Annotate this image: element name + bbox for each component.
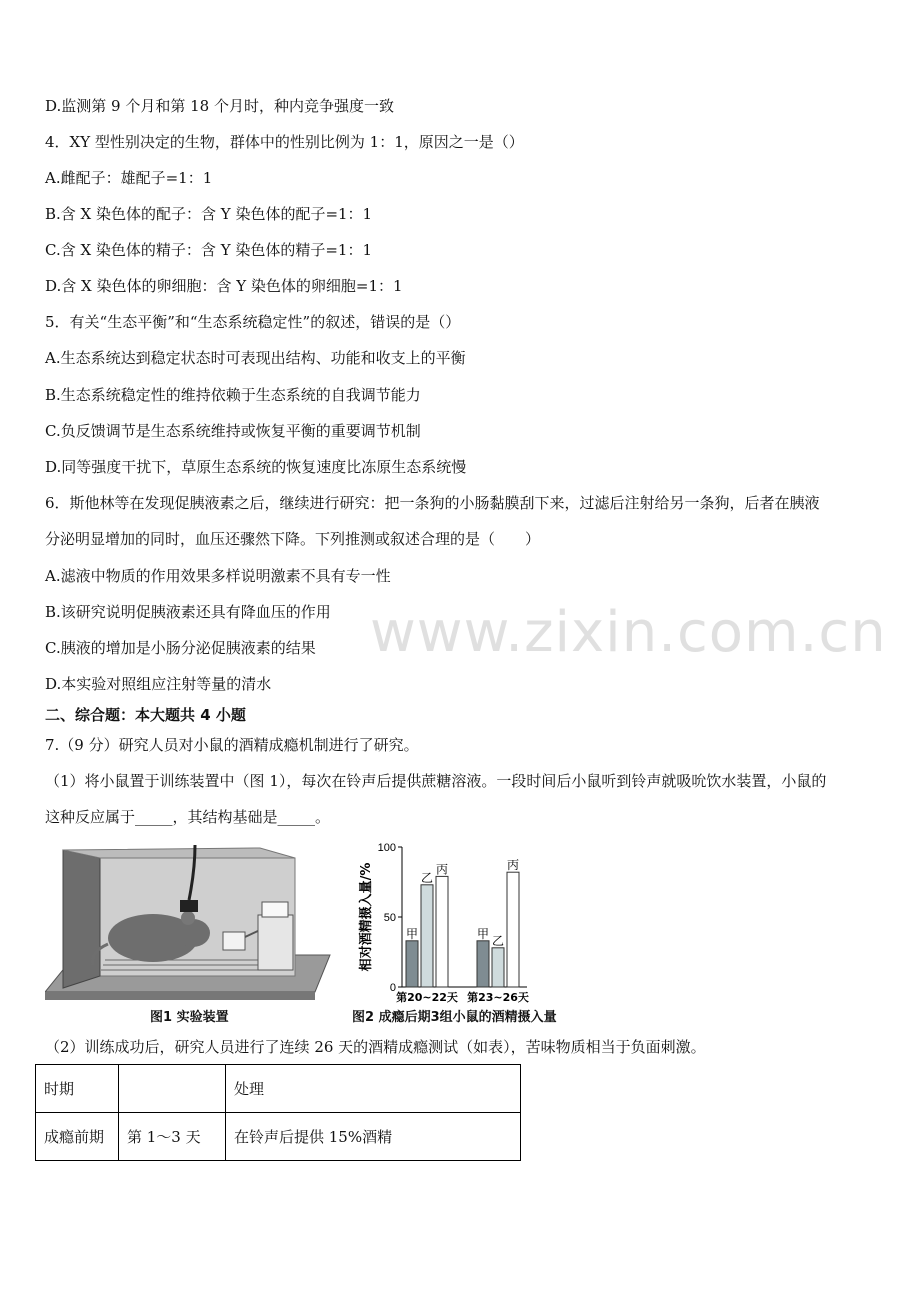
- bar-series-label: 丙: [435, 862, 449, 877]
- y-axis-label: 相对酒精摄入量/%: [359, 862, 374, 972]
- bar-series-label: 甲: [476, 926, 490, 941]
- bar: [492, 948, 504, 987]
- question-4: 4．XY 型性别决定的生物，群体中的性别比例为 1：1，原因之一是（）: [45, 133, 524, 151]
- bar-series-label: 乙: [420, 870, 434, 885]
- bar: [406, 941, 418, 987]
- question-7-part1-line2: 这种反应属于_____，其结构基础是_____。: [45, 808, 331, 826]
- question-7-part2: （2）训练成功后，研究人员进行了连续 26 天的酒精成瘾测试（如表），苦味物质相当于负面刺激。: [45, 1038, 706, 1056]
- y-tick-label: 50: [383, 912, 396, 924]
- option-d-q3: D.监测第 9 个月和第 18 个月时，种内竞争强度一致: [45, 97, 394, 115]
- option-c-q6: C.胰液的增加是小肠分泌促胰液素的结果: [45, 639, 316, 657]
- x-tick-label: 第20~22天: [396, 991, 458, 1004]
- bar-series-label: 乙: [491, 933, 505, 948]
- figure1-apparatus: [45, 840, 335, 1005]
- table-cell: 时期: [36, 1065, 119, 1113]
- option-b-q5: B.生态系统稳定性的维持依赖于生态系统的自我调节能力: [45, 386, 421, 404]
- watermark: www.zixin.com.cn: [370, 600, 887, 665]
- option-d-q4: D.含 X 染色体的卵细胞：含 Y 染色体的卵细胞=1：1: [45, 277, 403, 295]
- table-cell: 成瘾前期: [36, 1113, 119, 1161]
- table-row: [36, 1065, 521, 1113]
- table-cell: [119, 1065, 226, 1113]
- data-table: [35, 1064, 521, 1161]
- figure2-chart: [352, 835, 567, 1007]
- option-b-q6: B.该研究说明促胰液素还具有降血压的作用: [45, 603, 331, 621]
- y-tick-label: 100: [377, 842, 396, 854]
- option-c-q4: C.含 X 染色体的精子：含 Y 染色体的精子=1：1: [45, 241, 373, 259]
- bar: [507, 872, 519, 987]
- option-b-q4: B.含 X 染色体的配子：含 Y 染色体的配子=1：1: [45, 205, 373, 223]
- bar-series-label: 甲: [405, 926, 419, 941]
- question-5: 5．有关“生态平衡”和“生态系统稳定性”的叙述，错误的是（）: [45, 313, 461, 331]
- table-cell: 处理: [226, 1065, 521, 1113]
- y-tick-label: 0: [389, 982, 396, 994]
- option-a-q4: A.雌配子：雄配子=1：1: [45, 169, 213, 187]
- question-7-part1-line1: （1）将小鼠置于训练装置中（图 1），每次在铃声后提供蔗糖溶液。一段时间后小鼠听到铃声就吸吮饮水装置，小鼠的: [45, 772, 827, 790]
- table-cell: 第 1～3 天: [119, 1113, 226, 1161]
- option-d-q5: D.同等强度干扰下，草原生态系统的恢复速度比冻原生态系统慢: [45, 458, 467, 476]
- option-a-q5: A.生态系统达到稳定状态时可表现出结构、功能和收支上的平衡: [45, 349, 466, 367]
- question-7: 7.（9 分）研究人员对小鼠的酒精成瘾机制进行了研究。: [45, 736, 419, 754]
- bar: [436, 876, 448, 987]
- x-tick-label: 第23~26天: [467, 991, 529, 1004]
- figure2-caption: 图2 成瘾后期3组小鼠的酒精摄入量: [352, 1010, 557, 1025]
- bar-series-label: 丙: [506, 858, 520, 873]
- table-cell: 在铃声后提供 15%酒精: [226, 1113, 521, 1161]
- option-c-q5: C.负反馈调节是生态系统维持或恢复平衡的重要调节机制: [45, 422, 421, 440]
- option-d-q6: D.本实验对照组应注射等量的清水: [45, 675, 272, 693]
- option-a-q6: A.滤液中物质的作用效果多样说明激素不具有专一性: [45, 567, 391, 585]
- figure1-caption: 图1 实验装置: [150, 1010, 229, 1025]
- table-row: [36, 1113, 521, 1161]
- question-6-line2: 分泌明显增加的同时，血压还骤然下降。下列推测或叙述合理的是（ ）: [45, 530, 541, 548]
- section-heading: 二、综合题：本大题共 4 小题: [45, 706, 246, 724]
- bar: [421, 885, 433, 987]
- question-6-line1: 6．斯他林等在发现促胰液素之后，继续进行研究：把一条狗的小肠黏膜刮下来，过滤后注射给另一条狗，后者在胰液: [45, 494, 820, 512]
- bar: [477, 941, 489, 987]
